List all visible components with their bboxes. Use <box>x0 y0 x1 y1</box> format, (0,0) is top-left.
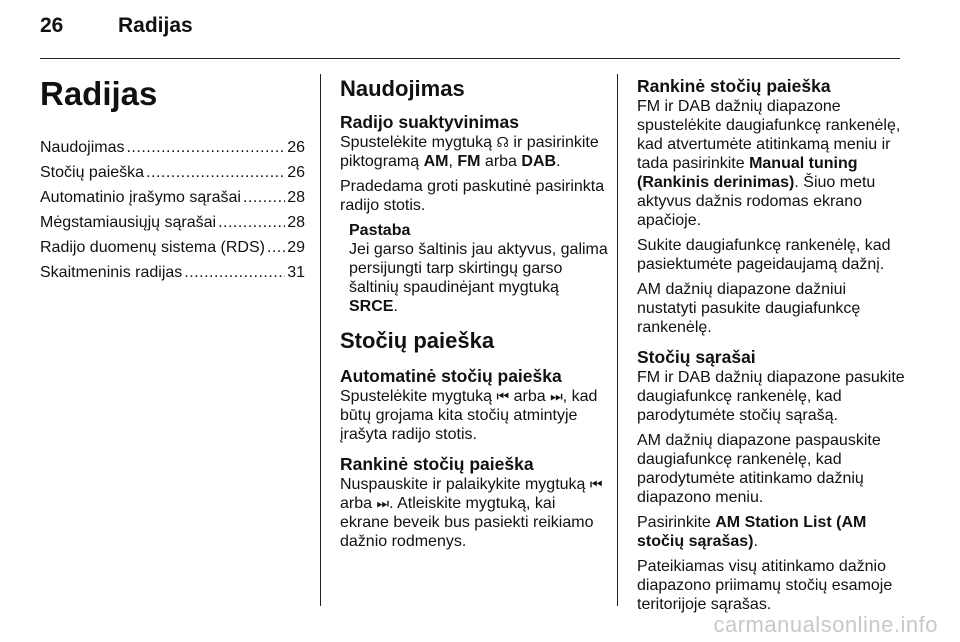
page-number: 26 <box>40 14 64 37</box>
paragraph: Pradedama groti paskutinė pasirinkta radijo stotis. <box>340 178 605 214</box>
next-track-icon: ⏭ <box>550 388 563 404</box>
home-icon: ☊ <box>496 134 509 150</box>
content-column-2 <box>340 76 608 557</box>
toc-leader-dots <box>267 238 285 257</box>
chapter-title: Radijas <box>40 75 158 112</box>
paragraph: FM ir DAB dažnių diapazone pasukite daugiafunkcę rankenėlę, kad parodytumėte stočių sąrašą. <box>637 369 905 424</box>
paragraph: Spustelėkite mygtuką ⏮ arba ⏭, kad būtų grojama kita stočių atmintyje įrašyta radijo stotis. <box>340 388 598 443</box>
note-title: Pastaba <box>349 222 411 239</box>
toc-entry[interactable] <box>40 163 305 182</box>
paragraph: Pasirinkite AM Station List (AM stočių sąrašas). <box>637 514 867 550</box>
toc-leader-dots <box>243 188 285 207</box>
header-rule <box>40 58 900 59</box>
section-heading-naudojimas: Naudojimas <box>340 76 465 101</box>
toc-entry-page: 28 <box>287 189 305 206</box>
subheading-station-lists: Stočių sąrašai <box>637 347 756 367</box>
toc-entry-page: 26 <box>287 139 305 156</box>
next-track-icon: ⏭ <box>376 495 390 511</box>
toc-column <box>40 76 305 288</box>
toc-entry-label: Automatinio įrašymo sąrašai <box>40 189 241 206</box>
page-header <box>40 14 900 46</box>
toc-entry-page: 28 <box>287 214 305 231</box>
paragraph: Sukite daugiafunkcę rankenėlę, kad pasiektumėte pageidaujamą dažnį. <box>637 237 891 273</box>
table-of-contents <box>40 138 305 282</box>
header-title: Radijas <box>118 14 193 37</box>
column-divider <box>617 74 618 606</box>
toc-entry[interactable] <box>40 263 305 282</box>
subheading-manual-search: Rankinė stočių paieška <box>637 76 831 96</box>
column-divider <box>320 74 321 606</box>
subheading-manual-search: Rankinė stočių paieška <box>340 454 534 474</box>
toc-leader-dots <box>218 213 285 232</box>
toc-entry-label: Naudojimas <box>40 139 125 156</box>
toc-entry[interactable] <box>40 238 305 257</box>
watermark-text: carmanualsonline.info <box>713 612 938 637</box>
toc-entry-page: 31 <box>287 264 305 281</box>
section-heading-search: Stočių paieška <box>340 328 495 353</box>
toc-entry-label: Stočių paieška <box>40 164 145 181</box>
toc-entry[interactable] <box>40 138 305 157</box>
toc-leader-dots <box>146 163 285 182</box>
content-column-3 <box>637 76 905 620</box>
note-text: Jei garso šaltinis jau aktyvus, galima persijungti tarp skirtingų garso šaltinių spaudinėjant mygtuką SRCE. <box>349 241 608 315</box>
toc-entry-page: 26 <box>287 164 305 181</box>
paragraph: FM ir DAB dažnių diapazone spustelėkite daugiafunkcę rankenėlę, kad atvertumėte atitinkamą meniu ir tada pasirinkite Manual tuning (Rankinis derinimas). Šiuo metu aktyvus dažnis rodomas ekrano apačioje. <box>637 98 901 229</box>
paragraph: AM dažnių diapazone dažniui nustatyti pasukite daugiafunkcę rankenėlę. <box>637 281 861 336</box>
subheading-radio-activate: Radijo suaktyvinimas <box>340 112 519 132</box>
toc-entry-label: Radijo duomenų sistema (RDS) <box>40 239 265 256</box>
note-block <box>349 221 608 316</box>
toc-entry[interactable] <box>40 213 305 232</box>
toc-entry-label: Mėgstamiausiųjų sąrašai <box>40 214 217 231</box>
toc-leader-dots <box>184 263 285 282</box>
toc-entry-page: 29 <box>287 239 305 256</box>
paragraph: AM dažnių diapazone paspauskite daugiafunkcę rankenėlę, kad parodytumėte atitinkamo dažnių diapazono meniu. <box>637 432 881 506</box>
toc-leader-dots <box>126 138 285 157</box>
previous-track-icon: ⏮ <box>496 388 510 404</box>
paragraph: Pateikiamas visų atitinkamo dažnio diapazono priimamų stočių esamoje teritorijoje sąrašas. <box>637 558 893 613</box>
toc-entry[interactable] <box>40 188 305 207</box>
toc-entry-label: Skaitmeninis radijas <box>40 264 183 281</box>
subheading-auto-search: Automatinė stočių paieška <box>340 366 562 386</box>
paragraph: Nuspauskite ir palaikykite mygtuką ⏮ arba ⏭. Atleiskite mygtuką, kai ekrane beveik bus pasiekti reikiamo dažnio rodmenys. <box>340 476 603 550</box>
previous-track-icon: ⏮ <box>589 476 603 492</box>
paragraph: Spustelėkite mygtuką ☊ ir pasirinkite piktogramą AM, FM arba DAB. <box>340 134 599 170</box>
